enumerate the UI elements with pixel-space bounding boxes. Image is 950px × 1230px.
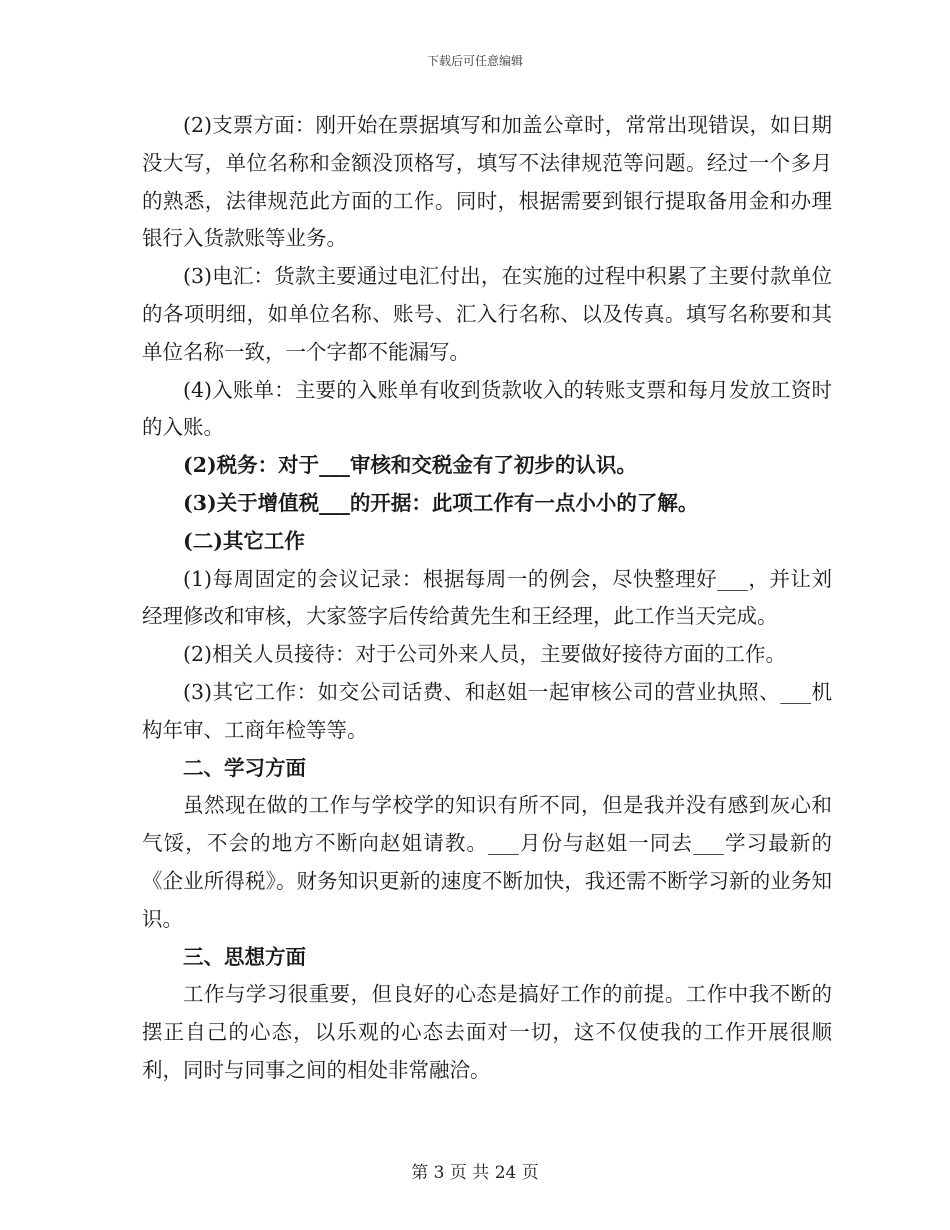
page-header: 下载后可任意编辑 xyxy=(426,54,523,68)
paragraph-meeting-minutes: (1)每周固定的会议记录：根据每周一的例会，尽快整理好___，并让刘经理修改和审核，大家签字后传给黄先生和王经理，此工作当天完成。 xyxy=(142,566,832,629)
paragraph-learning: 虽然现在做的工作与学校学的知识有所不同，但是我并没有感到灰心和气馁，不会的地方不断向赵姐请教。___月份与赵姐一同去___学习最新的《企业所得税》。财务知识更新的速度不断加快，我还需不断学习新的业务知识。 xyxy=(142,793,832,931)
paragraph-wire-transfer: (3)电汇：货款主要通过电汇付出，在实施的过程中积累了主要付款单位的各项明细，如单位名称、账号、汇入行名称、以及传真。填写名称要和其单位名称一致，一个字都不能漏写。 xyxy=(142,264,832,364)
page-number: 第 3 页 共 24 页 xyxy=(411,1163,539,1183)
paragraph-other-tasks: (3)其它工作：如交公司话费、和赵姐一起审核公司的营业执照、___机构年审、工商年检等等。 xyxy=(142,679,832,742)
paragraph-checks: (2)支票方面：刚开始在票据填写和加盖公章时，常常出现错误，如日期没大写，单位名称和金额没顶格写，填写不法律规范等问题。经过一个多月的熟悉，法律规范此方面的工作。同时，根据需要到银行提取备用金和办理银行入货款账等业务。 xyxy=(142,113,832,251)
paragraph-mindset: 工作与学习很重要，但良好的心态是搞好工作的前提。工作中我不断的摆正自己的心态，以乐观的心态去面对一切，这不仅使我的工作开展很顺利，同时与同事之间的相处非常融洽。 xyxy=(142,982,832,1082)
paragraph-entry-slips: (4)入账单：主要的入账单有收到货款收入的转账支票和每月发放工资时的入账。 xyxy=(142,377,832,440)
paragraph-vat-invoice: (3)关于增值税___的开据：此项工作有一点小小的了解。 xyxy=(183,490,699,515)
paragraph-tax: (2)税务：对于___审核和交税金有了初步的认识。 xyxy=(183,453,637,478)
heading-mindset: 三、思想方面 xyxy=(183,944,306,969)
heading-learning: 二、学习方面 xyxy=(183,755,306,780)
paragraph-reception: (2)相关人员接待：对于公司外来人员，主要做好接待方面的工作。 xyxy=(183,642,787,667)
heading-other-work: (二)其它工作 xyxy=(183,528,305,553)
document-body xyxy=(142,107,832,1090)
